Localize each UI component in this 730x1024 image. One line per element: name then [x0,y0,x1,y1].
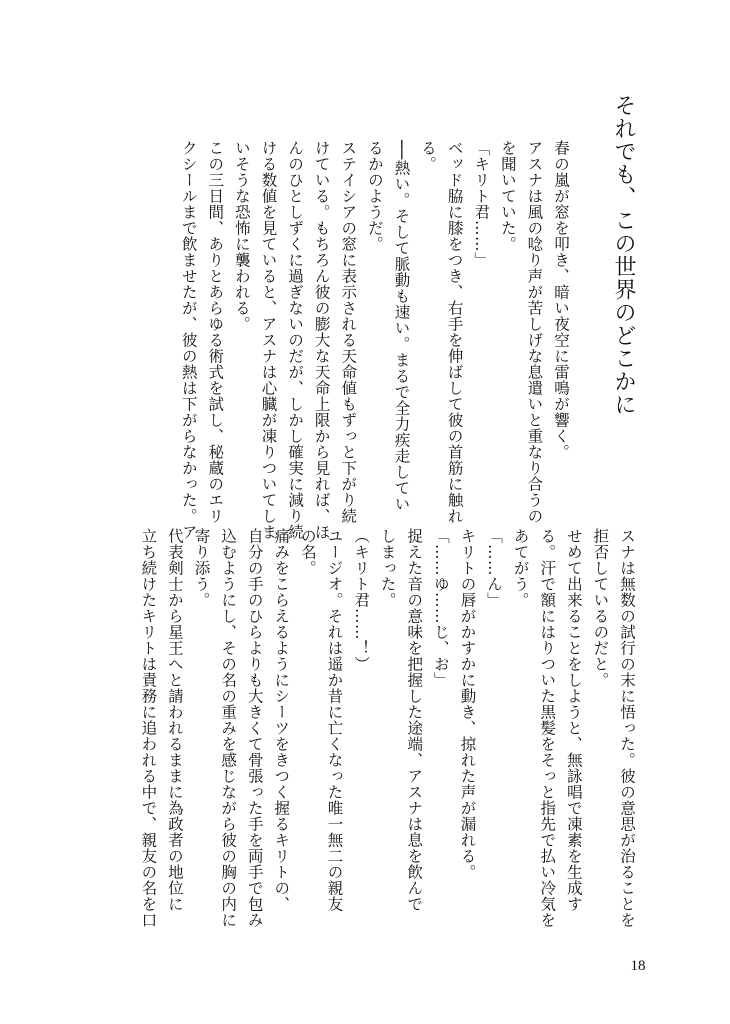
text-line: 「……ゆ……じ、お」 [431,528,450,688]
text-line: キリトの唇がかすかに動き、掠れた声が漏れる。 [458,528,477,880]
text-line: 痛みをこらえるようにシーツをきつく握るキリトの、 [272,528,291,912]
text-line: 「……ん」 [485,528,504,608]
text-line: る。 [419,140,438,172]
text-line: 寄り添う。 [192,528,211,608]
text-line: 代表剣士から星王へと請われるままに為政者の地位に [165,528,184,912]
text-line: この三日間、ありとあらゆる術式を試し、秘蔵のエリ [206,140,225,524]
text-line: いそうな恐怖に襲われる。 [232,140,251,332]
page-number: 18 [630,958,646,974]
text-line: ける数値を見ていると、アスナは心臓が凍りついてしま [259,140,278,540]
text-line: 自分の手のひらよりも大きくて骨張った手を両手で包み [245,528,264,928]
text-line: スナは無数の試行の末に悟った。彼の意思が治ることを [618,528,636,928]
text-line: けている。もちろん彼の膨大な天命上限から見れば、ほ [312,140,331,540]
text-line: 込むようにし、その名の重みを感じながら彼の胸の内に [219,528,238,928]
text-line: を聞いていた。 [498,140,517,252]
text-line: の名。 [298,528,317,576]
upper-text-block [148,140,574,540]
text-line: 春の嵐が窓を叩き、暗い夜空に雷鳴が響く。 [552,140,570,460]
text-line: せめて出来ることをしようと、無詠唱で凍素を生成す [564,528,583,912]
text-line: アスナは風の唸り声が苦しげな息遣いと重なり合うの [525,140,544,524]
text-line: ベッド脇に膝をつき、右手を伸ばして彼の首筋に触れ [445,140,464,524]
lower-text-block [118,528,640,948]
text-line: 立ち続けたキリトは責務に追われる中で、親友の名を口 [139,528,158,928]
text-line: 捉えた音の意味を把握した途端、アスナは息を飲んで [405,528,424,912]
text-line: あてがう。 [511,528,530,608]
text-line: ユージオ。それは遥か昔に亡くなった唯一無二の親友 [325,528,344,912]
text-line: 「キリト君……」 [472,140,491,268]
text-line: ステイシアの窓に表示される天命値もずっと下がり続 [339,140,358,524]
text-line: んのひとしずくに過ぎないのだが、しかし確実に減り続 [286,140,305,540]
text-line: しまった。 [378,528,397,608]
text-line: ──熱い。そして脈動も速い。まるで全力疾走してい [392,140,411,512]
text-line: るかのようだ。 [365,140,384,252]
text-line: クシールまで飲ませたが、彼の熱は下がらなかった。ア [179,140,198,540]
text-line: 拒否しているのだと。 [591,528,610,688]
text-line: る。汗で額にはりついた黒髪をそっと指先で払い冷気を [538,528,557,928]
text-line: （キリト君……！） [352,528,371,672]
chapter-title: それでも、この世界のどこかに [611,94,636,416]
